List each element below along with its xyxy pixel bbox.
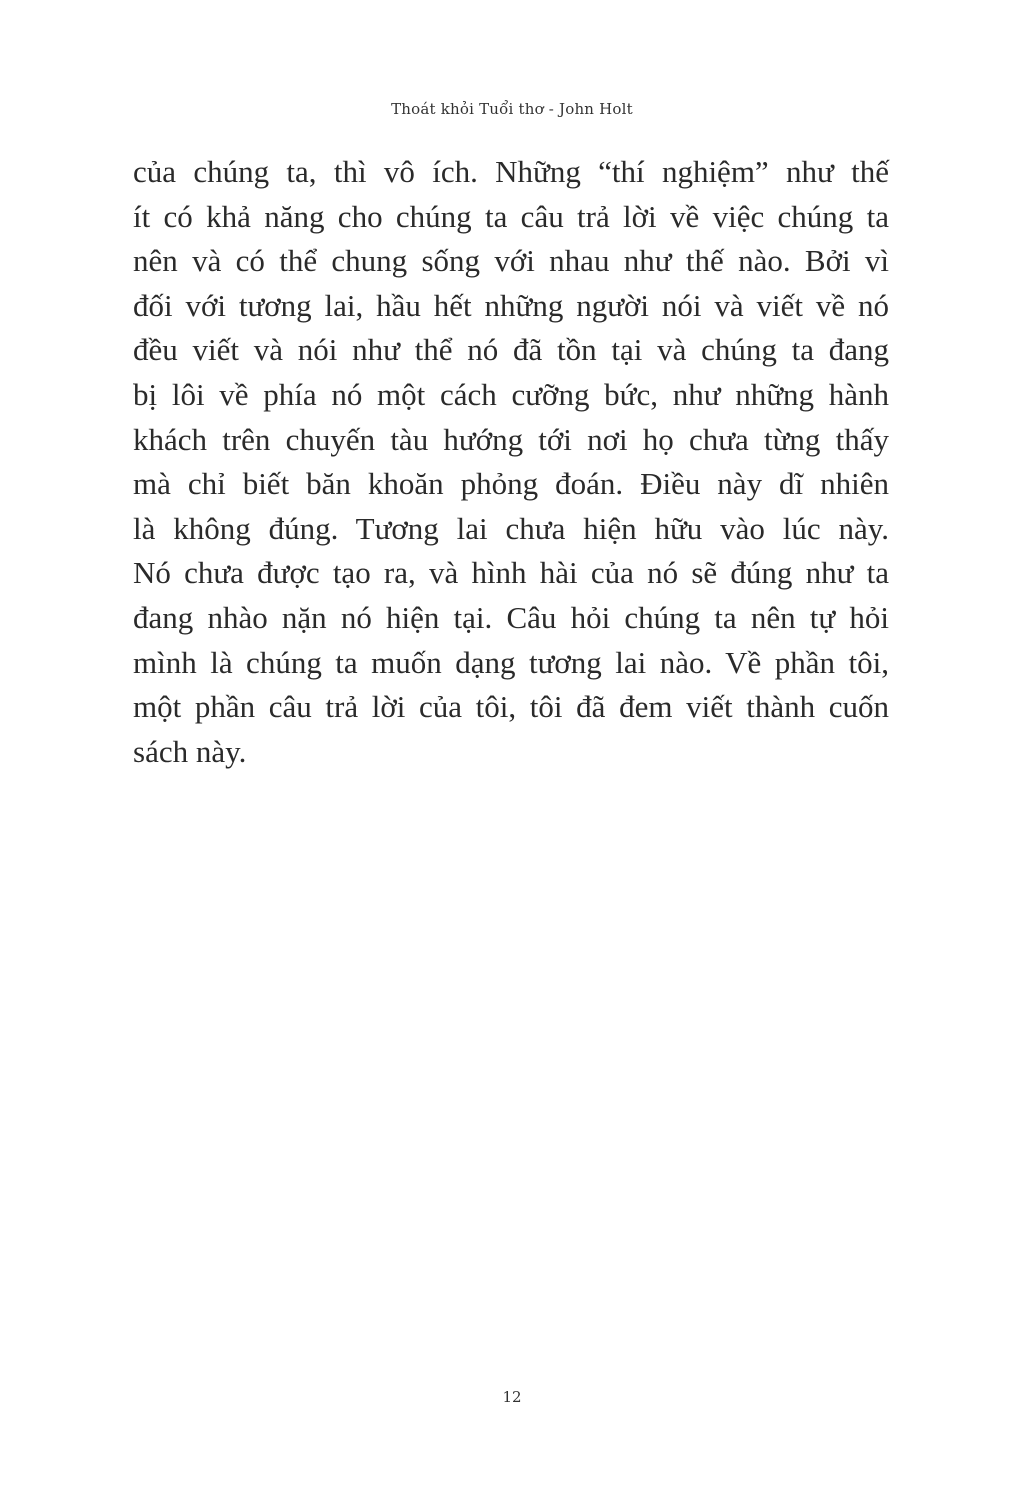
running-header: Thoát khỏi Tuổi thơ - John Holt bbox=[391, 100, 633, 118]
page-number: 12 bbox=[502, 1388, 522, 1406]
text-line: khách trên chuyến tàu hướng tới nơi họ chưa từng thấy bbox=[133, 421, 889, 457]
text-line: bị lôi về phía nó một cách cưỡng bức, như những hành bbox=[133, 376, 889, 412]
text-line: một phần câu trả lời của tôi, tôi đã đem viết thành cuốn bbox=[133, 689, 889, 725]
text-line: sách này. bbox=[133, 733, 247, 769]
text-line: mình là chúng ta muốn dạng tương lai nào. Về phần tôi, bbox=[133, 644, 889, 680]
text-line: đều viết và nói như thể nó đã tồn tại và chúng ta đang bbox=[133, 332, 889, 368]
text-line: đang nhào nặn nó hiện tại. Câu hỏi chúng ta nên tự hỏi bbox=[133, 599, 889, 635]
text-line: Nó chưa được tạo ra, và hình hài của nó sẽ đúng như ta bbox=[133, 555, 889, 591]
text-line: mà chỉ biết băn khoăn phỏng đoán. Điều này dĩ nhiên bbox=[133, 466, 889, 502]
text-line: đối với tương lai, hầu hết những người nói và viết về nó bbox=[133, 287, 889, 323]
text-line: của chúng ta, thì vô ích. Những “thí nghiệm” như thế bbox=[133, 154, 889, 189]
text-line: là không đúng. Tương lai chưa hiện hữu vào lúc này. bbox=[133, 510, 889, 546]
body-paragraph bbox=[133, 150, 889, 774]
text-line: ít có khả năng cho chúng ta câu trả lời về việc chúng ta bbox=[133, 198, 889, 234]
text-line: nên và có thể chung sống với nhau như thế nào. Bởi vì bbox=[133, 243, 889, 279]
